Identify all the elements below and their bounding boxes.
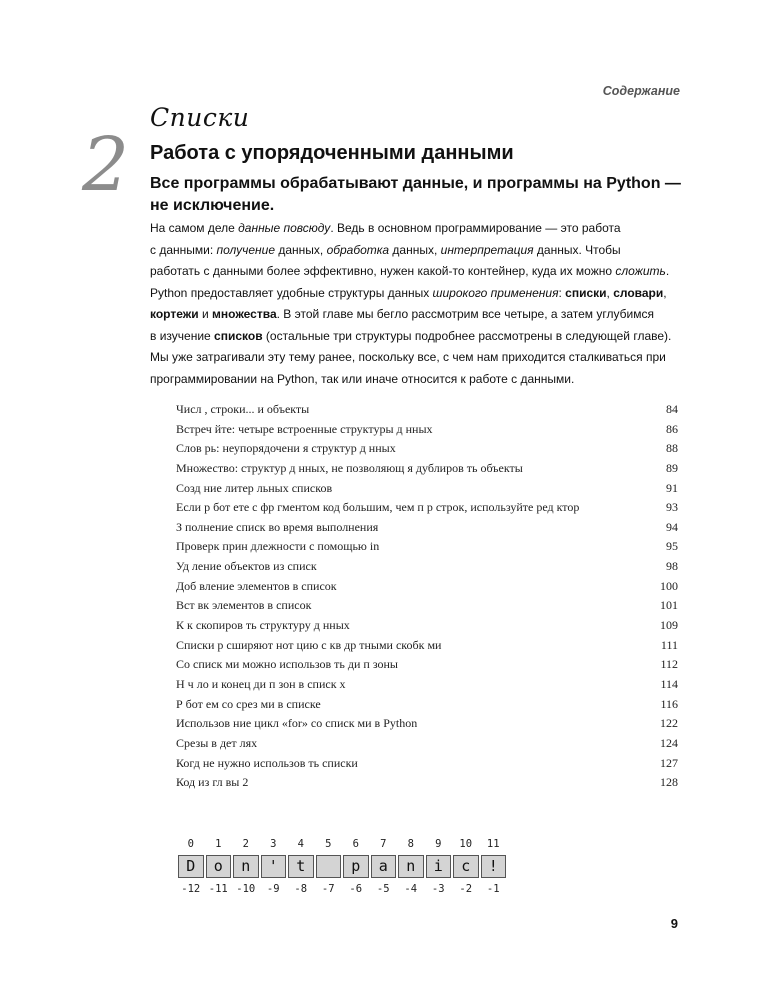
toc-entry-page: 88 [666, 441, 678, 456]
intro-strong: словари [613, 285, 664, 300]
list-cell: p [343, 855, 369, 878]
intro-strong: списки [565, 285, 607, 300]
toc-entry-page: 101 [660, 598, 678, 613]
positive-index: 0 [187, 838, 194, 850]
list-cell: a [371, 855, 397, 878]
positive-index: 10 [459, 838, 473, 850]
page-number: 9 [670, 916, 678, 931]
toc-entry-page: 116 [660, 696, 678, 711]
chapter-number: 2 [82, 122, 130, 208]
toc-entry-page: 100 [660, 578, 678, 593]
toc-entry[interactable] [176, 539, 678, 559]
toc-entry[interactable] [176, 402, 678, 422]
toc-entry-page: 93 [666, 500, 678, 515]
negative-index: -6 [349, 883, 363, 895]
toc-entry-title: Р бот ем со срез ми в списке [176, 696, 321, 711]
positive-index-row [178, 838, 506, 850]
intro-emphasis: широкого применения [432, 285, 559, 300]
toc-entry[interactable] [176, 579, 678, 599]
intro-emphasis: сложить [615, 264, 666, 278]
intro-line [150, 283, 690, 305]
negative-index: -11 [208, 883, 228, 895]
toc-entry-title: Доб вление элементов в список [176, 578, 337, 593]
toc-entry[interactable] [176, 756, 678, 776]
toc-entry-title: Списки р сширяют нот цию с кв др тными скобк ми [176, 637, 442, 652]
intro-text: работать с данными более эффективно, нужен какой-то контейнер, куда их можно [150, 264, 616, 278]
toc-entry[interactable] [176, 638, 678, 658]
lead-line-2: не исключение. [150, 197, 275, 214]
list-cell: ' [261, 855, 287, 878]
toc-entry-page: 91 [666, 480, 678, 495]
toc-entry-page: 84 [666, 402, 678, 416]
toc-entry-page: 124 [660, 735, 678, 750]
intro-text: и [198, 307, 213, 321]
intro-line [150, 240, 690, 262]
intro-line [150, 218, 690, 240]
negative-index: -1 [486, 883, 500, 895]
intro-line [150, 326, 690, 348]
list-cell: D [178, 855, 204, 878]
list-cells-row [178, 855, 506, 878]
toc-entry-title: К к скопиров ть структуру д нных [176, 618, 350, 633]
chapter-script-label: Списки [150, 103, 250, 132]
positive-index: 6 [352, 838, 359, 850]
toc-entry[interactable] [176, 775, 678, 795]
intro-text: , [606, 285, 614, 300]
toc-entry-page: 86 [666, 421, 678, 436]
intro-strong: кортежи [150, 307, 199, 321]
negative-index-row [178, 883, 506, 895]
lead-line-1: Все программы обрабатывают данные, и программы на Python — [150, 175, 681, 192]
toc-entry-title: Множество: структур д нных, не позволяющ я дублиров ть объекты [176, 460, 523, 475]
toc-entry-title: Созд ние литер льных списков [176, 480, 333, 495]
toc-entry-title: Числ , строки... и объекты [176, 402, 310, 416]
positive-index: 4 [297, 838, 304, 850]
intro-text: , [663, 285, 667, 300]
intro-text: в изучение [150, 328, 215, 343]
intro-text: Python предоставляет удобные структуры данных [150, 285, 433, 300]
positive-index: 1 [215, 838, 222, 850]
toc-entry-title: Встреч йте: четыре встроенные структуры д нных [176, 421, 433, 436]
toc-entry[interactable] [176, 716, 678, 736]
toc-entry-title: Вст вк элементов в список [176, 598, 312, 613]
toc-entry-page: 112 [660, 657, 678, 672]
intro-line [150, 304, 690, 326]
positive-index: 9 [435, 838, 442, 850]
positive-index: 11 [486, 838, 500, 850]
intro-text: . Ведь в основном программирование — это работа [330, 221, 621, 235]
toc-entry[interactable] [176, 677, 678, 697]
intro-text: . [665, 264, 670, 278]
intro-emphasis: получение [216, 242, 275, 257]
toc-entry[interactable] [176, 441, 678, 461]
toc-entry[interactable] [176, 481, 678, 501]
list-cell [316, 855, 342, 878]
toc-entry-title: Если р бот ете с фр гментом код большим, чем п р строк, используйте ред ктор [176, 500, 580, 515]
intro-text: данных, [275, 242, 327, 257]
toc-entry-page: 127 [660, 755, 678, 770]
negative-index: -9 [266, 883, 280, 895]
negative-index: -7 [321, 883, 335, 895]
positive-index: 5 [325, 838, 332, 850]
list-cell: ! [481, 855, 507, 878]
toc-entry-title: Со списк ми можно использов ть ди п зоны [176, 657, 398, 672]
toc-entry-title: Уд ление объектов из списк [176, 559, 317, 574]
intro-text: На самом деле [150, 221, 239, 235]
negative-index: -5 [376, 883, 390, 895]
intro-paragraph [150, 218, 690, 390]
toc-entry[interactable] [176, 736, 678, 756]
intro-strong: множества [212, 307, 277, 321]
toc-entry-page: 95 [666, 539, 678, 554]
intro-strong: списков [214, 328, 263, 343]
toc-entry-title: Н ч ло и конец ди п зон в списк х [176, 676, 346, 691]
list-cell: o [206, 855, 232, 878]
intro-emphasis: обработка [326, 242, 390, 257]
toc-entry-page: 122 [660, 716, 678, 731]
intro-text: . В этой главе мы бегло рассмотрим все четыре, а затем углубимся [276, 307, 654, 321]
intro-emphasis: данные повсюду [238, 221, 331, 235]
list-cell: n [233, 855, 259, 878]
dont-panic-list-illustration [178, 838, 508, 900]
toc-entry-page: 94 [666, 519, 678, 534]
toc-entry-page: 111 [660, 637, 678, 652]
toc-entry-page: 98 [666, 559, 678, 574]
toc-entry-page: 128 [660, 775, 678, 790]
running-head: Содержание [602, 84, 680, 98]
toc-entry[interactable] [176, 500, 678, 520]
intro-line: программировании на Python, так или иначе относится к работе с данными. [150, 371, 575, 386]
positive-index: 8 [407, 838, 414, 850]
toc-entry[interactable] [176, 618, 678, 638]
toc-entry[interactable] [176, 461, 678, 481]
intro-line: Мы уже затрагивали эту тему ранее, поскольку все, с чем нам приходится сталкиваться при [150, 350, 666, 364]
negative-index: -8 [294, 883, 308, 895]
positive-index: 2 [242, 838, 249, 850]
positive-index: 7 [380, 838, 387, 850]
toc-entry-title: Срезы в дет лях [176, 735, 258, 750]
toc-entry-page: 114 [660, 676, 678, 691]
toc-entry[interactable] [176, 598, 678, 618]
negative-index: -2 [459, 883, 473, 895]
negative-index: -4 [404, 883, 418, 895]
list-cell: t [288, 855, 314, 878]
negative-index: -12 [181, 883, 201, 895]
negative-index: -10 [236, 883, 256, 895]
intro-text: (остальные три структуры подробнее рассмотрены в следующей главе). [262, 328, 672, 343]
intro-text: : [558, 285, 566, 300]
toc-entry[interactable] [176, 697, 678, 717]
list-cell: i [426, 855, 452, 878]
intro-emphasis: интерпретация [440, 242, 534, 257]
toc-entry[interactable] [176, 559, 678, 579]
toc-entry-title: Проверк прин длежности с помощью in [176, 539, 380, 554]
toc-entry-page: 89 [666, 460, 678, 475]
table-of-contents [176, 402, 678, 795]
toc-entry-title: Когд не нужно использов ть списки [176, 755, 358, 770]
negative-index: -3 [431, 883, 445, 895]
toc-entry[interactable] [176, 657, 678, 677]
intro-text: данных. Чтобы [533, 242, 621, 257]
list-cell: c [453, 855, 479, 878]
intro-line [150, 261, 690, 283]
toc-entry[interactable] [176, 422, 678, 442]
chapter-title: Работа с упорядоченными данными [150, 142, 514, 164]
positive-index: 3 [270, 838, 277, 850]
toc-entry-title: З полнение списк во время выполнения [176, 519, 379, 534]
toc-entry-title: Слов рь: неупорядочени я структур д нных [176, 441, 396, 456]
toc-entry-title: Использов ние цикл «for» со списк ми в Python [176, 716, 418, 731]
toc-entry[interactable] [176, 520, 678, 540]
toc-entry-title: Код из гл вы 2 [176, 775, 249, 790]
intro-text: с данными: [150, 242, 217, 257]
chapter-lead [150, 173, 690, 217]
toc-entry-page: 109 [660, 618, 678, 633]
list-cell: n [398, 855, 424, 878]
intro-text: данных, [389, 242, 441, 257]
